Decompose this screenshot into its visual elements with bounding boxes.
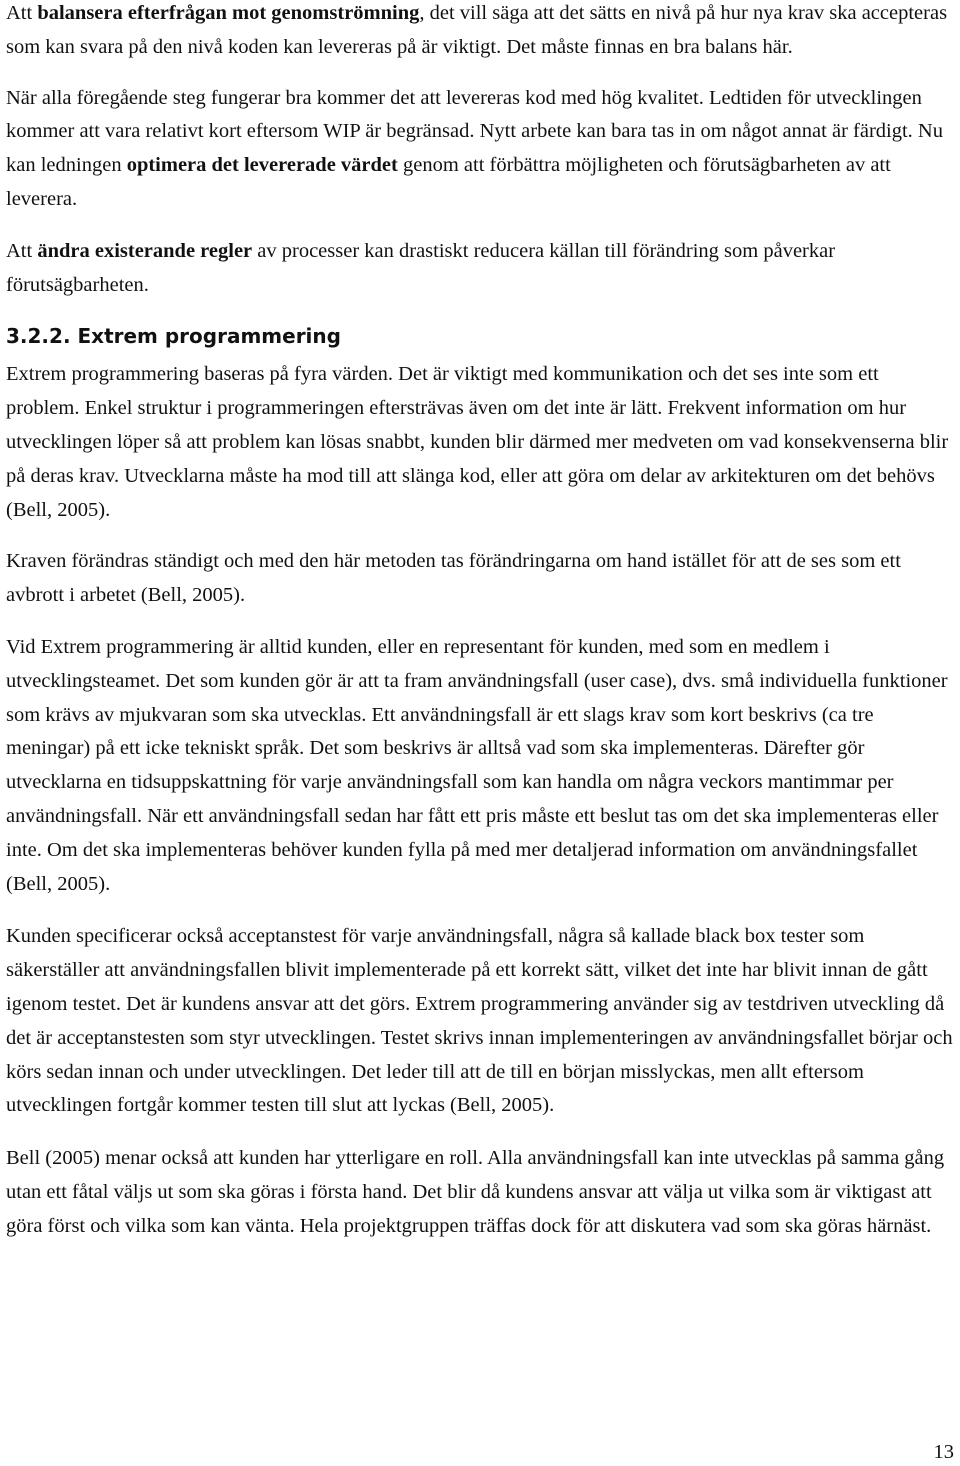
document-page <box>6 0 956 1244</box>
paragraph-customer-role: Vid Extrem programmering är alltid kunden, eller en representant för kunden, med som en medlem i utvecklingsteamet. Det som kunden gör är att ta fram användningsfall (user case), dvs. små individuella funktioner som krävs av mjukvaran som ska utvecklas. Ett användningsfall är ett slags krav som kort beskrivs (ca tre meningar) på ett icke tekniskt språk. Det som beskrivs är alltså vad som ska implementeras. Därefter gör utvecklarna en tidsuppskattning för varje användningsfall som kan handla om några veckors mantimmar per användningsfall. När ett användningsfall sedan har fått ett pris måste ett beslut tas om det ska implementeras eller inte. Om det ska implementeras behöver kunden fylla på med mer detaljerad information om användningsfallet (Bell, 2005). <box>6 635 948 895</box>
bold-phrase: ändra existerande regler <box>37 239 253 262</box>
text-run: När alla föregående steg fungerar bra kommer det att levereras kod med hög kvalitet. Ledtiden för utvecklingen kommer att vara relativt kort eftersom WIP är begränsad. Nytt arbete kan bara tas in om något annat är färdigt. Nu kan ledningen <box>6 86 943 177</box>
bold-phrase: balansera efterfrågan mot genomströmning <box>37 2 420 24</box>
text-run: Att <box>6 239 38 262</box>
paragraph-acceptance-tests: Kunden specificerar också acceptanstest för varje användningsfall, några så kallade black box tester som säkerställer att användningsfallen blivit implementerade på ett korrekt sätt, vilket det inte har blivit innan de gått igenom testet. Det är kundens ansvar att det görs. Extrem programmering använder sig av testdriven utveckling då det är acceptanstesten som styr utvecklingen. Testet skrivs innan implementeringen av användningsfallet börjar och körs sedan innan och under utvecklingen. Det leder till att de till en början misslyckas, men allt eftersom utvecklingen fortgår kommer testen till slut att lyckas (Bell, 2005). <box>6 925 953 1117</box>
paragraph-changing-requirements: Kraven förändras ständigt och med den här metoden tas förändringarna om hand istället för att de ses som ett avbrott i arbetet (Bell, 2005). <box>6 550 901 607</box>
text-run: , det vill säga att det sätts en nivå på hur nya krav ska accepteras som kan svara på den nivå koden kan levereras på är viktigt. Det måste finnas en bra balans här. <box>6 2 948 58</box>
bold-phrase: optimera det levererade värdet <box>126 154 398 177</box>
text-run: av processer kan drastiskt reducera källan till förändring som påverkar förutsägbarheten. <box>6 239 836 296</box>
paragraph-rules <box>6 235 956 303</box>
text-run: Att <box>6 2 38 24</box>
paragraph-xp-values: Extrem programmering baseras på fyra värden. Det är viktigt med kommunikation och det ses inte som ett problem. Enkel struktur i programmeringen eftersträvas även om det inte är lätt. Frekvent information om hur utvecklingen löper så att problem kan lösas snabbt, kunden blir därmed mer medveten om vad konsekvenserna blir på deras krav. Utvecklarna måste ha mod till att slänga kod, eller att göra om delar av arkitekturen om det behövs (Bell, 2005). <box>6 363 949 521</box>
page-number: 13 <box>933 1441 954 1463</box>
section-heading: 3.2.2. Extrem programmering <box>6 324 341 349</box>
text-run: genom att förbättra möjligheten och förutsägbarheten av att leverera. <box>6 154 891 210</box>
paragraph-customer-priority: Bell (2005) menar också att kunden har ytterligare en roll. Alla användningsfall kan inte utvecklas på samma gång utan ett fåtal väljs ut som ska göras i första hand. Det blir då kundens ansvar att välja ut vilka som är viktigast att göra först och vilka som kan vänta. Hela projektgruppen träffas dock för att diskutera vad som ska göras härnäst. <box>6 1147 945 1237</box>
paragraph-quality <box>6 82 956 217</box>
paragraph-balance <box>6 0 956 65</box>
